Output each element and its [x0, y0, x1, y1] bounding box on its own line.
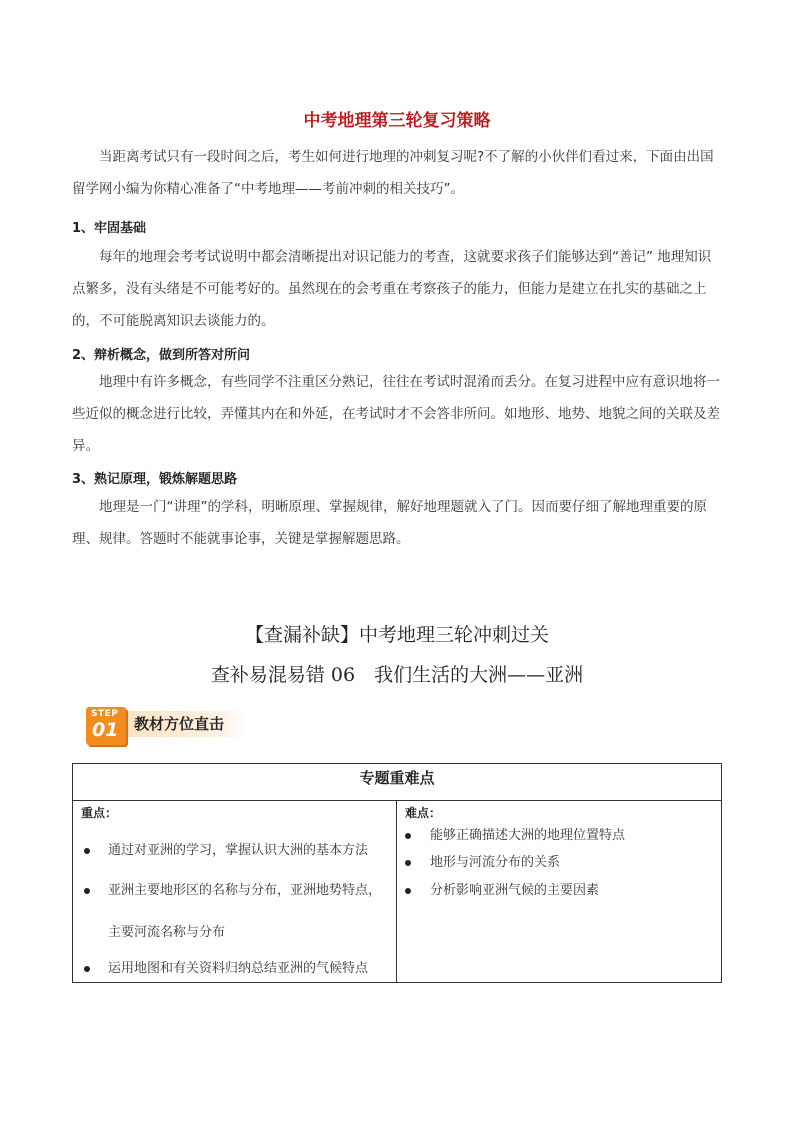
- section-heading-1: 1、牢固基础: [72, 221, 147, 236]
- difficult-points-title: 难点：: [405, 806, 442, 820]
- exercise-title-line1: 【查漏补缺】中考地理三轮冲刺过关: [244, 624, 549, 646]
- section-body-1: 每年的地理会考考试说明中都会清晰提出对识记能力的考查，这就要求孩子们能够达到“善记” 地理知识点繁多，没有头绪是不可能考好的。虽然现在的会考重在考察孩子的能力，但能力是建立在扎实的基础之上的，不可能脱离知识去谈能力的。: [72, 249, 712, 329]
- key-point-item-continued: 主要河流名称与分布: [108, 925, 226, 940]
- bullet-icon: [84, 888, 90, 894]
- key-point-item: 亚洲主要地形区的名称与分布，亚洲地势特点，: [108, 883, 382, 898]
- step-number: 01: [92, 719, 119, 741]
- exercise-title-line2: 查补易混易错 06 我们生活的大洲——亚洲: [210, 664, 584, 686]
- key-points-title: 重点：: [81, 806, 118, 820]
- step-text: 教材方位直击: [134, 715, 225, 733]
- bullet-icon: [405, 833, 411, 839]
- step-box: [86, 707, 126, 745]
- section-heading-3: 3、熟记原理，锻炼解题思路: [72, 472, 238, 487]
- column-divider: [396, 800, 397, 983]
- document-title: 中考地理第三轮复习策略: [303, 111, 491, 131]
- table-header: 专题重难点: [73, 764, 721, 801]
- intro-paragraph: 当距离考试只有一段时间之后，考生如何进行地理的冲刺复习呢?不了解的小伙伴们看过来，下面由出国留学网小编为你精心准备了“中考地理——考前冲刺的相关技巧”。: [72, 149, 714, 197]
- key-point-item: 运用地图和有关资料归纳总结亚洲的气候特点: [108, 961, 369, 976]
- difficult-point-item: 能够正确描述大洲的地理位置特点: [430, 828, 626, 843]
- difficult-point-item: 分析影响亚洲气候的主要因素: [430, 883, 600, 898]
- section-body-3: 地理是一门“讲理”的学科，明晰原理、掌握规律，解好地理题就入了门。因而要仔细了解地理重要的原理、规律。答题时不能就事论事，关键是掌握解题思路。: [72, 499, 707, 547]
- section-body-2: 地理中有许多概念，有些同学不注重区分熟记，往往在考试时混淆而丢分。在复习进程中应有意识地将一些近似的概念进行比较，弄懂其内在和外延，在考试时才不会答非所问。如地形、地势、地貌之间的关联及差异。: [72, 374, 720, 454]
- bullet-icon: [405, 860, 411, 866]
- key-point-item: 通过对亚洲的学习，掌握认识大洲的基本方法: [108, 843, 369, 858]
- difficult-point-item: 地形与河流分布的关系: [430, 855, 561, 870]
- step-badge: [86, 707, 250, 743]
- key-points-table: [72, 763, 722, 983]
- step-label: STEP: [91, 709, 119, 719]
- bullet-icon: [84, 848, 90, 854]
- bullet-icon: [405, 888, 411, 894]
- section-heading-2: 2、辩析概念，做到所答对所问: [72, 348, 251, 363]
- bullet-icon: [84, 966, 90, 972]
